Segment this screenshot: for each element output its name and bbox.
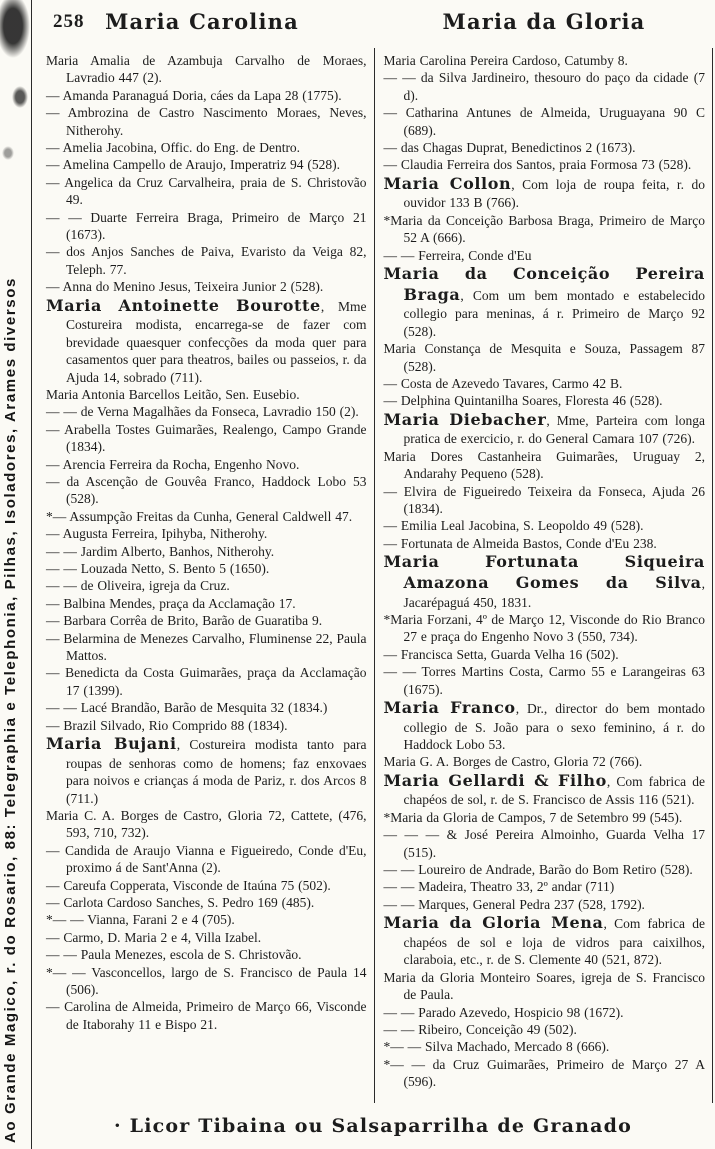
directory-entry: — da Ascenção de Gouvêa Franco, Haddock Lobo 53 (528).	[46, 473, 367, 507]
directory-entry: *— — Silva Machado, Mercado 8 (666).	[383, 1039, 610, 1055]
directory-entry: — Barbara Corrêa de Brito, Barão de Guaratiba 9.	[46, 613, 323, 629]
directory-entry: Maria C. A. Borges de Castro, Gloria 72, Cattete, (476, 593, 710, 732).	[46, 807, 367, 841]
directory-entry: Maria Gellardi & Filho, Com fabrica de chapéos de sol, r. de S. Francisco de Assis 116 (521).	[383, 770, 705, 808]
directory-entry: — dos Anjos Sanches de Paiva, Evaristo da Veiga 82, Teleph. 77.	[46, 244, 367, 277]
directory-entry: — Carolina de Almeida, Primeiro de Março 66, Visconde de Itaborahy 11 e Bispo 21.	[46, 999, 367, 1032]
directory-entry: — Brazil Silvado, Rio Comprido 88 (1834).	[46, 717, 288, 733]
directory-entry: — — Madeira, Theatro 33, 2º andar (711)	[383, 879, 615, 895]
directory-entry: — Carmo, D. Maria 2 e 4, Villa Izabel.	[46, 929, 262, 945]
directory-entry: — — da Silva Jardineiro, thesouro do paço da cidade (7 d).	[383, 70, 705, 103]
directory-entry: — — Ferreira, Conde d'Eu	[383, 247, 532, 263]
directory-entry: *Maria da Gloria de Campos, 7 de Setembro 99 (545).	[383, 809, 683, 825]
entry-display-name: Maria Diebacher	[383, 409, 547, 429]
directory-entry: — Benedicta da Costa Guimarães, praça da Acclamação 17 (1399).	[46, 665, 367, 698]
directory-entry: — Belarmina de Menezes Carvalho, Fluminense 22, Paula Mattos.	[46, 630, 367, 664]
directory-entry: *— — Vasconcellos, largo de S. Francisco de Paula 14 (506).	[46, 964, 367, 997]
directory-entry: Maria Antonia Barcellos Leitão, Sen. Eusebio.	[46, 386, 300, 402]
directory-entry: — — Louzada Netto, S. Bento 5 (1650).	[46, 561, 270, 576]
directory-entry: — Fortunata de Almeida Bastos, Conde d'Eu 238.	[383, 535, 657, 551]
entry-display-name: Maria Gellardi & Filho	[383, 770, 607, 790]
directory-entry: — Francisca Setta, Guarda Velha 16 (502).	[383, 646, 619, 662]
entry-display-name: Maria da Conceição Pereira Braga	[383, 264, 705, 304]
footer-ad: · Licor Tibaina ou Salsaparrilha de Granado	[114, 1115, 632, 1137]
page-header	[31, 0, 715, 44]
running-head-left: Maria Carolina	[105, 9, 299, 34]
directory-entry: — Delphina Quintanilha Soares, Floresta 46 (528).	[383, 393, 663, 409]
directory-entry: — Balbina Mendes, praça da Acclamação 17.	[46, 595, 296, 611]
directory-entry: — Elvira de Figueiredo Teixeira da Fonseca, Ajuda 26 (1834).	[383, 483, 705, 517]
directory-entry: — Claudia Ferreira dos Santos, praia Formosa 73 (528).	[383, 157, 692, 173]
directory-entry: Maria Franco, Dr., director do bem montado collegio de S. João para o sexo feminino, á r. do Haddock Lobo 53.	[383, 697, 705, 752]
entry-display-name: Maria Fortunata Siqueira Amazona Gomes da Silva	[383, 552, 705, 592]
directory-entry: Maria G. A. Borges de Castro, Gloria 72 (766).	[383, 754, 643, 770]
directory-columns	[37, 48, 713, 1103]
directory-entry: Maria da Gloria Mena, Com fabrica de chapéos de sol e loja de vidros para caixilhos, claraboia, etc., r. de S. Clemente 40 (521, 872).	[383, 913, 705, 968]
sidebar-ad	[0, 0, 32, 1149]
directory-entry: *Maria Forzani, 4º de Março 12, Visconde do Rio Branco 27 e praça do Engenho Novo 3 (550, 734).	[383, 611, 705, 645]
directory-entry: — Ambrozina de Castro Nascimento Moraes, Neves, Nitherohy.	[46, 105, 367, 138]
directory-entry: — Candida de Araujo Vianna e Figueiredo, Conde d'Eu, proximo á de Sant'Anna (2).	[46, 842, 367, 876]
directory-entry: — — Parado Azevedo, Hospicio 98 (1672).	[383, 1004, 624, 1020]
directory-entry: — — Ribeiro, Conceição 49 (502).	[383, 1021, 577, 1037]
directory-entry: Maria Diebacher, Mme, Parteira com longa pratica de exercicio, r. do General Camara 107 (726).	[383, 409, 705, 447]
directory-entry: — Augusta Ferreira, Ipihyba, Nitherohy.	[46, 526, 268, 542]
directory-entry: — — de Oliveira, igreja da Cruz.	[46, 578, 230, 594]
column-right	[375, 48, 713, 1103]
directory-entry: — Anna do Menino Jesus, Teixeira Junior 2 (528).	[46, 279, 324, 295]
directory-entry: — Carlota Cardoso Sanches, S. Pedro 169 (485).	[46, 894, 315, 910]
directory-entry: Maria da Gloria Monteiro Soares, igreja de S. Francisco de Paula.	[383, 969, 705, 1003]
directory-entry: — — Marques, General Pedra 237 (528, 1792).	[383, 896, 645, 912]
entry-display-name: Maria Collon	[383, 173, 512, 193]
directory-entry: — Angelica da Cruz Carvalheira, praia de S. Christovão 49.	[46, 174, 367, 208]
directory-entry: — — Torres Martins Costa, Carmo 55 e Larangeiras 63 (1675).	[383, 664, 705, 697]
directory-entry: — Arencia Ferreira da Rocha, Engenho Novo.	[46, 456, 300, 472]
sidebar-ad-text: Ao Grande Magico, r. do Rosario, 88: Telegraphia e Telephonia, Pilhas, Isoladores, Arames diversos	[2, 277, 19, 1143]
directory-entry: — — Paula Menezes, escola de S. Christovão.	[46, 947, 302, 963]
directory-entry: Maria Fortunata Siqueira Amazona Gomes da Silva, Jacarépaguá 450, 1831.	[383, 552, 705, 610]
entry-display-name: Maria Antoinette Bourotte	[46, 295, 321, 315]
directory-entry: *— — da Cruz Guimarães, Primeiro de Março 27 A (596).	[383, 1056, 705, 1090]
directory-entry: Maria Collon, Com loja de roupa feita, r. do ouvidor 133 B (766).	[383, 173, 705, 211]
directory-entry: Maria Amalia de Azambuja Carvalho de Moraes, Lavradio 447 (2).	[46, 53, 367, 86]
directory-entry: — Amelina Campello de Araujo, Imperatriz 94 (528).	[46, 157, 341, 173]
entry-display-name: Maria da Gloria Mena	[383, 913, 604, 933]
entry-display-name: Maria Bujani	[46, 734, 177, 754]
running-head-right: Maria da Gloria	[442, 9, 646, 34]
directory-entry: — — Loureiro de Andrade, Barão do Bom Retiro (528).	[383, 862, 693, 878]
page-content	[31, 0, 715, 1149]
directory-entry: — — Duarte Ferreira Braga, Primeiro de Março 21 (1673).	[46, 209, 367, 243]
directory-entry: — — — & José Pereira Almoinho, Guarda Velha 17 (515).	[383, 827, 705, 860]
entry-display-name: Maria Franco	[383, 697, 516, 717]
directory-entry: — Emilia Leal Jacobina, S. Leopoldo 49 (528).	[383, 518, 644, 534]
directory-entry: Maria Dores Castanheira Guimarães, Uruguay 2, Andarahy Pequeno (528).	[383, 448, 705, 482]
page-number: 258	[53, 11, 85, 32]
directory-entry: Maria Carolina Pereira Cardoso, Catumby 8.	[383, 53, 628, 68]
directory-entry: — Arabella Tostes Guimarães, Realengo, Campo Grande (1834).	[46, 421, 367, 455]
directory-entry: — — Jardim Alberto, Banhos, Nitherohy.	[46, 543, 275, 559]
directory-entry: Maria Bujani, Costureira modista tanto para roupas de senhoras como de homens; faz enxovaes para noivos e crianças á moda de Pariz, r. dos Arcos 8 (711.)	[46, 734, 367, 806]
directory-entry: — Costa de Azevedo Tavares, Carmo 42 B.	[383, 375, 623, 391]
directory-entry: *— — Vianna, Farani 2 e 4 (705).	[46, 912, 235, 928]
directory-entry: — Careufa Copperata, Visconde de Itaúna 75 (502).	[46, 877, 331, 893]
directory-entry: *— Assumpção Freitas da Cunha, General Caldwell 47.	[46, 508, 353, 524]
directory-entry: — Amanda Paranaguá Doria, cáes da Lapa 28 (1775).	[46, 87, 342, 103]
directory-entry: — das Chagas Duprat, Benedictinos 2 (1673).	[383, 140, 636, 156]
column-left	[37, 48, 375, 1103]
directory-entry: — Amelia Jacobina, Offic. do Eng. de Dentro.	[46, 140, 301, 156]
directory-entry: Maria Antoinette Bourotte, Mme Costureira modista, encarrega-se de fazer com brevidade quaesquer confecções da moda quer para casamentos quer para theatros, bailes ou passeios, r. da Ajuda 14, sobrado (711).	[46, 295, 367, 385]
directory-entry: — Catharina Antunes de Almeida, Uruguayana 90 C (689).	[383, 105, 705, 138]
directory-entry: *Maria da Conceição Barbosa Braga, Primeiro de Março 52 A (666).	[383, 212, 705, 246]
directory-entry: Maria da Conceição Pereira Braga, Com um bem montado e estabelecido collegio para meninas, á r. Primeiro de Março 92 (528).	[383, 264, 705, 339]
directory-entry: — — de Verna Magalhães da Fonseca, Lavradio 150 (2).	[46, 404, 359, 420]
directory-entry: Maria Constança de Mesquita e Souza, Passagem 87 (528).	[383, 341, 705, 374]
directory-entry: — — Lacé Brandão, Barão de Mesquita 32 (1834.)	[46, 700, 328, 716]
